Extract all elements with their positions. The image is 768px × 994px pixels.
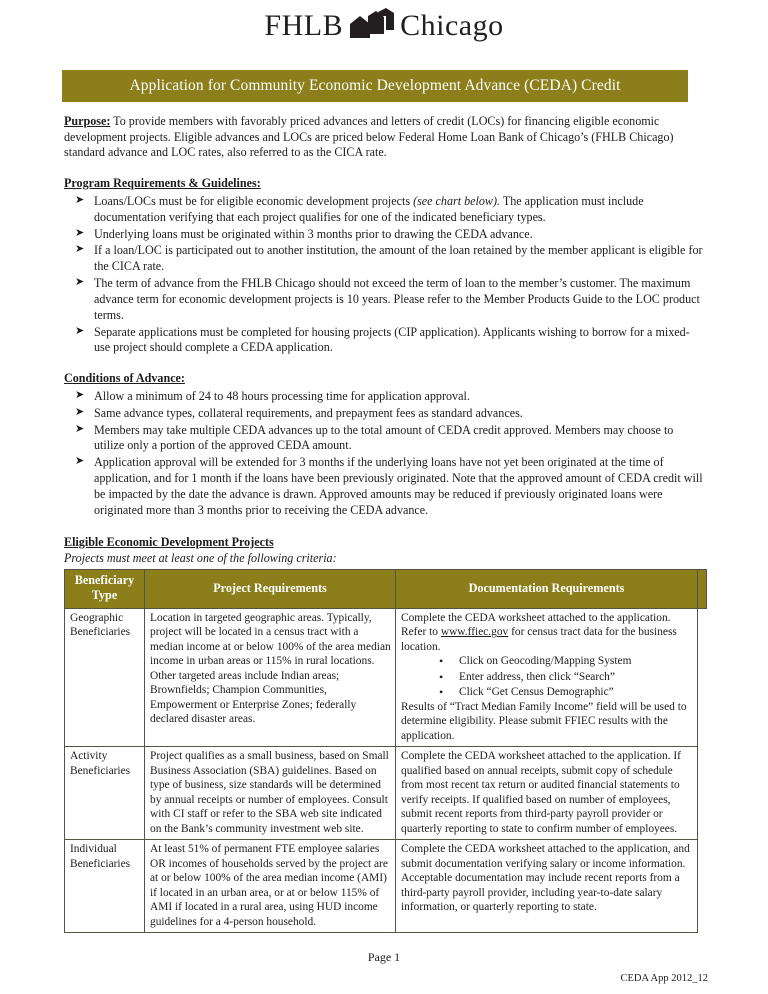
list-item xyxy=(401,654,693,669)
list-item xyxy=(64,243,704,275)
list-item-text: Enter address, then click “Search” xyxy=(459,670,615,683)
conditions-heading: Conditions of Advance: xyxy=(64,371,185,386)
list-item-text: Separate applications must be completed for housing projects (CIP application). Applicants wishing to borrow for a mixed-use project should complete a CEDA application. xyxy=(94,324,690,355)
page-number: Page 1 xyxy=(367,949,401,964)
cell-spacer xyxy=(698,608,707,746)
arrow-bullet-icon: ➤ xyxy=(75,242,85,256)
table-row xyxy=(65,608,707,746)
dot-bullet-icon: • xyxy=(439,684,444,699)
houses-logo-icon xyxy=(348,8,396,42)
cell-project-requirements: At least 51% of permanent FTE employee salaries OR incomes of households served by the project are at or below 100% of the area median income (AMI) if located in an urban area, or at or below 115% of AMI if located in a rural area, using HUD income guidelines for a 4-person household. xyxy=(145,840,396,933)
arrow-bullet-icon: ➤ xyxy=(75,454,85,468)
cell-documentation-requirements: Complete the CEDA worksheet attached to the application, and submit documentation verifying salary or income information. Acceptable documentation may include recent reports from a third-party payroll provider, including year-to-date salary information, or quarterly reporting to state. xyxy=(396,840,698,933)
cell-beneficiary-type: Activity Beneficiaries xyxy=(65,747,145,840)
column-header-line1: Beneficiary xyxy=(74,572,135,587)
list-item xyxy=(64,227,704,243)
ffiec-link[interactable]: www.ffiec.gov xyxy=(440,626,509,639)
dot-bullet-icon: • xyxy=(439,654,444,669)
list-item xyxy=(64,194,704,226)
list-item-text: Same advance types, collateral requirements, and prepayment fees as standard advances. xyxy=(94,405,523,420)
conditions-list xyxy=(64,389,704,519)
list-item xyxy=(64,389,704,405)
list-item-text-pre: Loans/LOCs must be for eligible economic development projects xyxy=(94,193,414,208)
eligible-projects-subheading: Projects must meet at least one of the following criteria: xyxy=(64,551,337,566)
table-header-row xyxy=(65,569,707,608)
list-item xyxy=(64,325,704,357)
arrow-bullet-icon: ➤ xyxy=(75,323,85,337)
list-item-text: Underlying loans must be originated within 3 months prior to drawing the CEDA advance. xyxy=(94,226,533,241)
conditions-of-advance-section xyxy=(64,371,704,518)
documentation-steps-list xyxy=(401,654,693,699)
list-item xyxy=(401,685,693,700)
cell-beneficiary-type: Geographic Beneficiaries xyxy=(65,608,145,746)
table-row xyxy=(65,840,707,933)
arrow-bullet-icon: ➤ xyxy=(75,387,85,401)
column-header-beneficiary-type xyxy=(65,569,145,608)
column-header-line2: Type xyxy=(91,588,118,603)
list-item-text-italic: (see chart below). xyxy=(413,193,501,208)
table-row xyxy=(65,747,707,840)
documentation-outro: Results of “Tract Median Family Income” field will be used to determine eligibility. Please submit FFIEC results with the application. xyxy=(401,700,687,742)
document-id: CEDA App 2012_12 xyxy=(620,973,708,984)
arrow-bullet-icon: ➤ xyxy=(75,404,85,418)
page-title: Application for Community Economic Development Advance (CEDA) Credit xyxy=(129,77,621,94)
eligible-projects-section xyxy=(64,535,704,934)
arrow-bullet-icon: ➤ xyxy=(75,192,85,206)
cell-spacer xyxy=(698,747,707,840)
program-requirements-list xyxy=(64,194,704,356)
list-item-text: Allow a minimum of 24 to 48 hours processing time for application approval. xyxy=(94,388,470,403)
list-item xyxy=(64,455,704,518)
list-item-text-post: The application must include documentation verifying that each project qualifies for one of the indicated beneficiary types. xyxy=(94,193,644,224)
list-item xyxy=(64,406,704,422)
list-item-text: Application approval will be extended for 3 months if the underlying loans have not yet been originated at the time of application, and for 1 month if the loans have been previously originated. Note that the approved amount of CEDA credit will be impacted by the date the advance is drawn. Approved amounts may be reduced if previously originated loans were originated more than 3 months prior to receiving the CEDA advance. xyxy=(94,455,703,517)
list-item xyxy=(64,276,704,323)
fhlb-chicago-logo xyxy=(264,8,503,42)
document-body xyxy=(64,114,704,933)
logo-text-fhlb: FHLB xyxy=(264,9,344,42)
logo-text-chicago: Chicago xyxy=(400,9,504,42)
cell-project-requirements: Project qualifies as a small business, based on Small Business Association (SBA) guidelines. Based on type of business, size standards will be determined by annual receipts or number of employees. Consult with CI staff or refer to the SBA web site indicated on the Bank’s community investment web site. xyxy=(145,747,396,840)
column-header-project-requirements: Project Requirements xyxy=(145,569,396,608)
list-item xyxy=(401,670,693,685)
brand-header xyxy=(0,0,768,42)
program-requirements-heading: Program Requirements & Guidelines: xyxy=(64,176,261,191)
column-header-spacer xyxy=(698,569,707,608)
documentation-intro-post: for census tract data for the business location. xyxy=(401,626,677,653)
cell-documentation-requirements: Complete the CEDA worksheet attached to the application. If qualified based on annual receipts, submit copy of schedule from most recent tax return or audited financial statements to verify receipts. If qualified based on number of employees, submit recent reports from third-party payroll provider or quarterly reporting to state to confirm number of employees. xyxy=(396,747,698,840)
purpose-heading: Purpose: xyxy=(64,114,111,128)
documentation-intro-pre: Complete the CEDA worksheet attached to the application. Refer to xyxy=(401,611,671,639)
eligible-projects-heading: Eligible Economic Development Projects xyxy=(64,534,274,549)
purpose-text: To provide members with favorably priced advances and letters of credit (LOCs) for financing eligible economic development projects. Eligible advances and LOCs are priced below Federal Home Loan Bank of Chicago’s (FHLB Chicago) standard advance and LOC rates, also referred to as the CICA rate. xyxy=(64,114,674,160)
list-item-text: Click “Get Census Demographic” xyxy=(459,685,614,698)
list-item-text: The term of advance from the FHLB Chicago should not exceed the term of loan to the member’s customer. The maximum advance term for economic development projects is 10 years. Please refer to the Member Products Guide to the LOC product terms. xyxy=(94,276,700,322)
arrow-bullet-icon: ➤ xyxy=(75,421,85,435)
list-item-text: Click on Geocoding/Mapping System xyxy=(459,655,632,668)
arrow-bullet-icon: ➤ xyxy=(75,225,85,239)
cell-beneficiary-type: Individual Beneficiaries xyxy=(65,840,145,933)
criteria-table xyxy=(64,569,707,933)
page-title-banner xyxy=(62,70,688,102)
dot-bullet-icon: • xyxy=(439,669,444,684)
purpose-paragraph xyxy=(64,114,704,161)
criteria-table-body xyxy=(65,608,707,932)
list-item xyxy=(64,423,704,455)
program-requirements-section xyxy=(64,176,704,356)
column-header-documentation-requirements: Documentation Requirements xyxy=(396,569,698,608)
list-item-text: If a loan/LOC is participated out to another institution, the amount of the loan retained by the member applicant is eligible for the CICA rate. xyxy=(94,243,703,274)
cell-spacer xyxy=(698,840,707,933)
criteria-table-head xyxy=(65,569,707,608)
page-footer xyxy=(0,950,768,984)
list-item-text: Members may take multiple CEDA advances up to the total amount of CEDA credit approved. Members may choose to utilize only a portion of the approved CEDA amount. xyxy=(94,422,674,453)
cell-documentation-requirements xyxy=(396,608,698,746)
cell-project-requirements: Location in targeted geographic areas. Typically, project will be located in a census tract with a median income at or below 100% of the area median income in urban areas or 115% in rural locations. Other targeted areas include Indian areas; Brownfields; Champion Communities, Empowerment or Enterprise Zones; federally declared disaster areas. xyxy=(145,608,396,746)
arrow-bullet-icon: ➤ xyxy=(75,275,85,289)
